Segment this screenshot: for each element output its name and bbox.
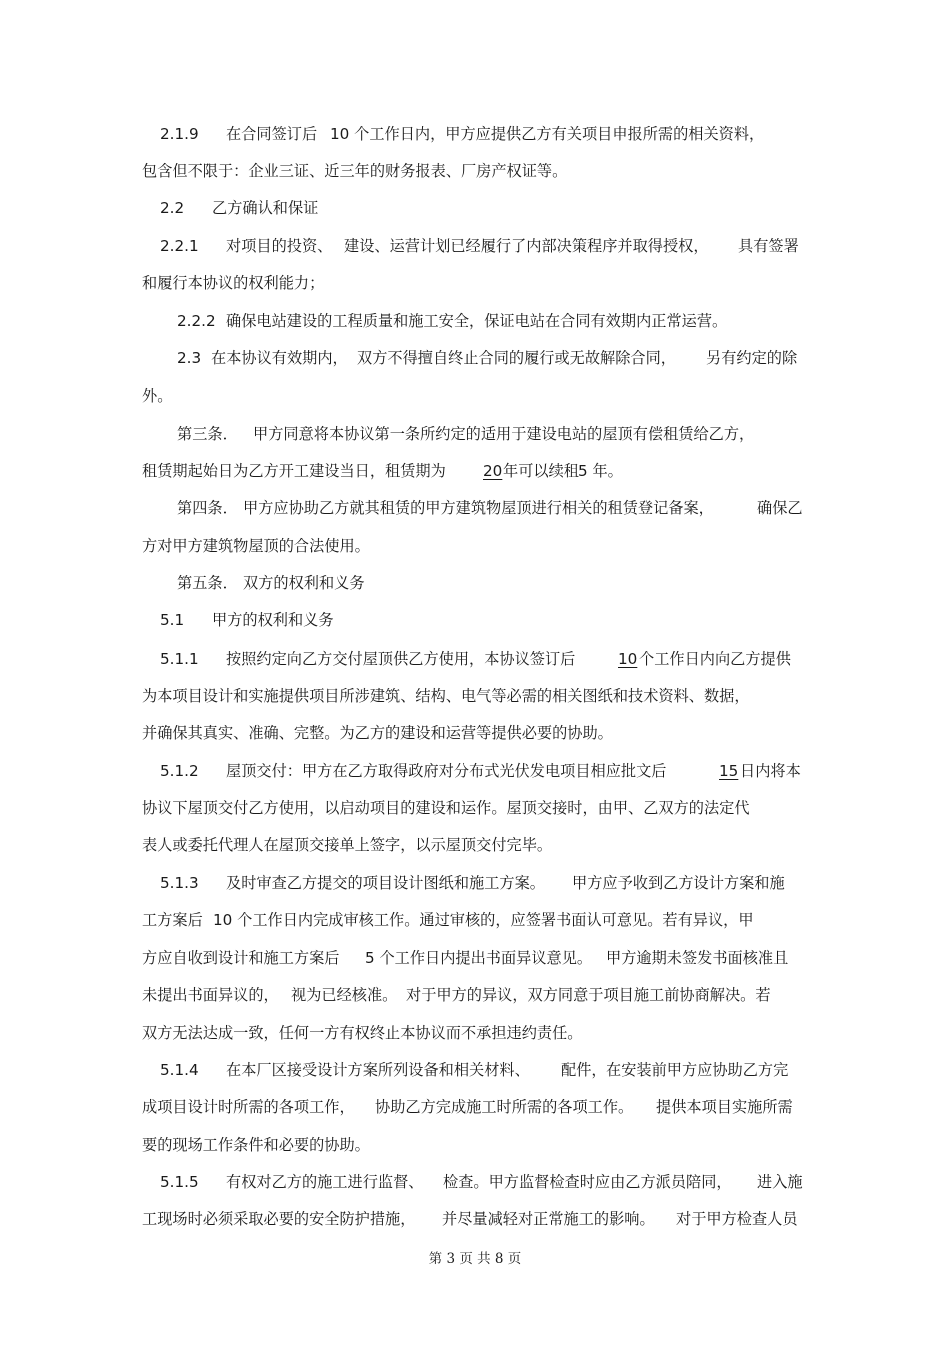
filled-blank: 15 bbox=[719, 762, 739, 780]
text-segment: 10 个工作日内，甲方应提供乙方有关项目申报所需的相关资料， bbox=[330, 125, 765, 143]
article-number: 第五条． bbox=[177, 574, 238, 592]
text-segment: 表人或委托代理人在屋顶交接单上签字，以示屋顶交付完毕。 bbox=[142, 836, 553, 854]
text-segment: 成项目设计时所需的各项工作， bbox=[142, 1098, 355, 1116]
text-segment: 具有签署 bbox=[738, 237, 799, 255]
text-segment: 方对甲方建筑物屋顶的合法使用。 bbox=[142, 537, 370, 555]
article-title: 双方的权利和义务 bbox=[243, 574, 365, 592]
text-segment: 10 个工作日内完成审核工作。通过审核的，应签署书面认可意见。若有异议，甲 bbox=[213, 911, 754, 929]
text-segment: 及时审查乙方提交的项目设计图纸和施工方案。 bbox=[226, 874, 545, 892]
text-segment: 进入施 bbox=[757, 1173, 803, 1191]
text-segment: 确保电站建设的工程质量和施工安全，保证电站在合同有效期内正常运营。 bbox=[226, 312, 728, 330]
text-segment: 有权对乙方的施工进行监督、 bbox=[226, 1173, 424, 1191]
text-segment: 年可以续租 bbox=[503, 462, 579, 480]
section-number: 5.1.3 bbox=[160, 874, 199, 892]
text-segment: 按照约定向乙方交付屋顶供乙方使用，本协议签订后 bbox=[226, 650, 576, 668]
text-segment: 在本厂区接受设计方案所列设备和相关材料、 bbox=[226, 1061, 530, 1079]
text-segment: 5 年。 bbox=[578, 462, 623, 480]
text-segment: 检查。甲方监督检查时应由乙方派员陪同， bbox=[443, 1173, 732, 1191]
section-number: 5.1.2 bbox=[160, 762, 199, 780]
text-segment: 要的现场工作条件和必要的协助。 bbox=[142, 1136, 370, 1154]
section-number: 2.2.1 bbox=[160, 237, 199, 255]
text-segment: 为本项目设计和实施提供项目所涉建筑、结构、电气等必需的相关图纸和技术资料、数据， bbox=[142, 687, 750, 705]
text-segment: 和履行本协议的权利能力； bbox=[142, 274, 325, 292]
section-number: 5.1.5 bbox=[160, 1173, 199, 1191]
text-segment: 对于甲方检查人员 bbox=[676, 1210, 798, 1228]
text-segment: 个工作日内向乙方提供 bbox=[639, 650, 791, 668]
text-segment: 租赁期起始日为乙方开工建设当日，租赁期为 bbox=[142, 462, 446, 480]
text-segment: 提供本项目实施所需 bbox=[656, 1098, 793, 1116]
text-segment: 外。 bbox=[142, 387, 173, 405]
section-number: 5.1.4 bbox=[160, 1061, 199, 1079]
section-number: 2.2.2 bbox=[177, 312, 216, 330]
text-segment: 双方无法达成一致，任何一方有权终止本协议而不承担违约责任。 bbox=[142, 1024, 583, 1042]
text-segment: 对项目的投资、 bbox=[226, 237, 333, 255]
page-footer: 第 3 页 共 8 页 bbox=[428, 1251, 522, 1267]
section-number: 2.2 bbox=[160, 199, 185, 217]
text-segment: 并确保其真实、准确、完整。为乙方的建设和运营等提供必要的协助。 bbox=[142, 724, 613, 742]
text-segment: 在合同签订后 bbox=[226, 125, 318, 143]
text-segment: 视为已经核准。 bbox=[291, 986, 398, 1004]
text-segment: 并尽量减轻对正常施工的影响。 bbox=[442, 1210, 655, 1228]
text-segment: 协助乙方完成施工时所需的各项工作。 bbox=[375, 1098, 634, 1116]
section-number: 2.1.9 bbox=[160, 125, 199, 143]
section-number: 5.1 bbox=[160, 611, 185, 629]
text-segment: 协议下屋顶交付乙方使用，以启动项目的建设和运作。屋顶交接时，由甲、乙双方的法定代 bbox=[142, 799, 750, 817]
article-number: 第三条． bbox=[177, 425, 238, 443]
filled-blank: 10 bbox=[618, 650, 638, 668]
filled-blank: 20 bbox=[483, 462, 503, 480]
text-segment: 在安装前甲方应协助乙方完 bbox=[606, 1061, 789, 1079]
text-segment: 5 个工作日内提出书面异议意见。 bbox=[365, 949, 593, 967]
text-segment: 双方不得擅自终止合同的履行或无故解除合同， bbox=[357, 349, 676, 367]
text-segment: 方应自收到设计和施工方案后 bbox=[142, 949, 340, 967]
text-segment: 对于甲方的异议，双方同意于项目施工前协商解决。若 bbox=[406, 986, 771, 1004]
text-segment: 甲方应协助乙方就其租赁的甲方建筑物屋顶进行相关的租赁登记备案， bbox=[243, 499, 714, 517]
text-segment: 建设、运营计划已经履行了内部决策程序并取得授权， bbox=[344, 237, 709, 255]
text-segment: 工方案后 bbox=[142, 911, 203, 929]
text-segment: 工现场时必须采取必要的安全防护措施， bbox=[142, 1210, 416, 1228]
text-segment: 未提出书面异议的， bbox=[142, 986, 279, 1004]
section-title: 甲方的权利和义务 bbox=[212, 611, 334, 629]
text-segment: 确保乙 bbox=[757, 499, 803, 517]
text-segment: 甲方同意将本协议第一条所约定的适用于建设电站的屋顶有偿租赁给乙方， bbox=[253, 425, 755, 443]
text-segment: 甲方逾期未签发书面核准且 bbox=[606, 949, 789, 967]
article-number: 第四条． bbox=[177, 499, 238, 517]
text-segment: 日内将本 bbox=[740, 762, 801, 780]
section-title: 乙方确认和保证 bbox=[212, 199, 319, 217]
text-segment: 在本协议有效期内， bbox=[211, 349, 348, 367]
section-number: 2.3 bbox=[177, 349, 202, 367]
section-number: 5.1.1 bbox=[160, 650, 199, 668]
text-segment: 甲方应予收到乙方设计方案和施 bbox=[572, 874, 785, 892]
text-segment: 配件， bbox=[561, 1061, 607, 1079]
text-segment: 包含但不限于：企业三证、近三年的财务报表、厂房产权证等。 bbox=[142, 162, 568, 180]
text-segment: 屋顶交付：甲方在乙方取得政府对分布式光伏发电项目相应批文后 bbox=[226, 762, 667, 780]
text-segment: 另有约定的除 bbox=[706, 349, 798, 367]
